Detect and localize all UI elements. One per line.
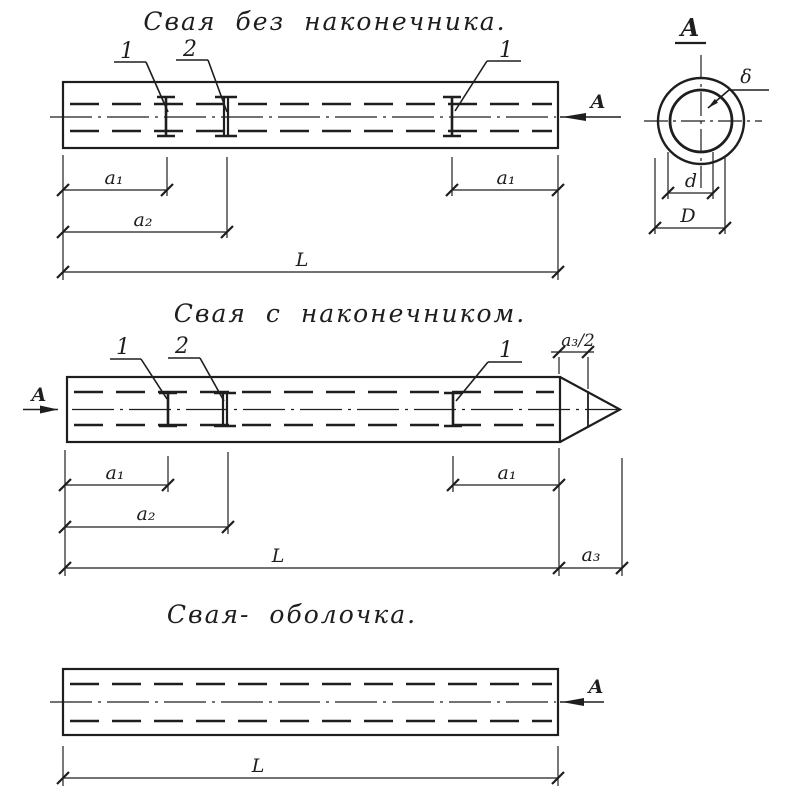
dim-label-length: L	[295, 249, 309, 271]
leader-line	[200, 358, 224, 401]
item-label-1-right: 1	[499, 38, 513, 63]
shell-pile-view	[50, 600, 604, 786]
section-cut-letter: А	[588, 676, 604, 698]
item-label-1: 1	[116, 335, 130, 360]
dim-label-d: d	[684, 170, 698, 192]
dim-label-length: L	[271, 545, 285, 567]
section-cut-letter: А	[590, 91, 606, 113]
section-cut-arrow-icon	[40, 406, 58, 414]
leader-line	[456, 362, 488, 401]
section-view-title: А	[680, 13, 700, 42]
pile-with-tip-view	[23, 299, 628, 576]
wall-thickness-label: δ	[740, 66, 752, 88]
dim-label-a1-right: a₁	[497, 462, 517, 484]
pile-body-outline	[63, 82, 558, 148]
dim-label-a1-right: a₁	[496, 167, 516, 189]
section-cut-arrow-icon	[562, 113, 586, 121]
pile-with-tip-title: Свая с наконечником.	[173, 299, 527, 328]
dim-label-a2: a₂	[136, 503, 156, 525]
shell-pile-title: Свая- оболочка.	[166, 600, 418, 629]
item-label-1-right: 1	[499, 338, 513, 363]
pile-without-tip-view	[50, 7, 621, 280]
section-cut-letter: А	[31, 384, 47, 406]
pile-without-tip-title: Свая без наконечника.	[143, 7, 507, 36]
item-label-1: 1	[120, 39, 134, 64]
dim-label-a1-left: a₁	[104, 167, 124, 189]
dim-label-D: D	[680, 205, 696, 227]
dim-label-a3-half: a₃/2	[561, 331, 595, 351]
dim-label-a1-left: a₁	[105, 462, 125, 484]
dim-label-a3: a₃	[581, 544, 601, 566]
section-cut-arrow-icon	[562, 698, 584, 706]
item-label-2: 2	[175, 334, 189, 359]
section-a-view	[644, 13, 769, 234]
dim-label-length: L	[251, 755, 265, 777]
dim-label-a2: a₂	[133, 209, 153, 231]
item-label-2: 2	[183, 37, 197, 62]
